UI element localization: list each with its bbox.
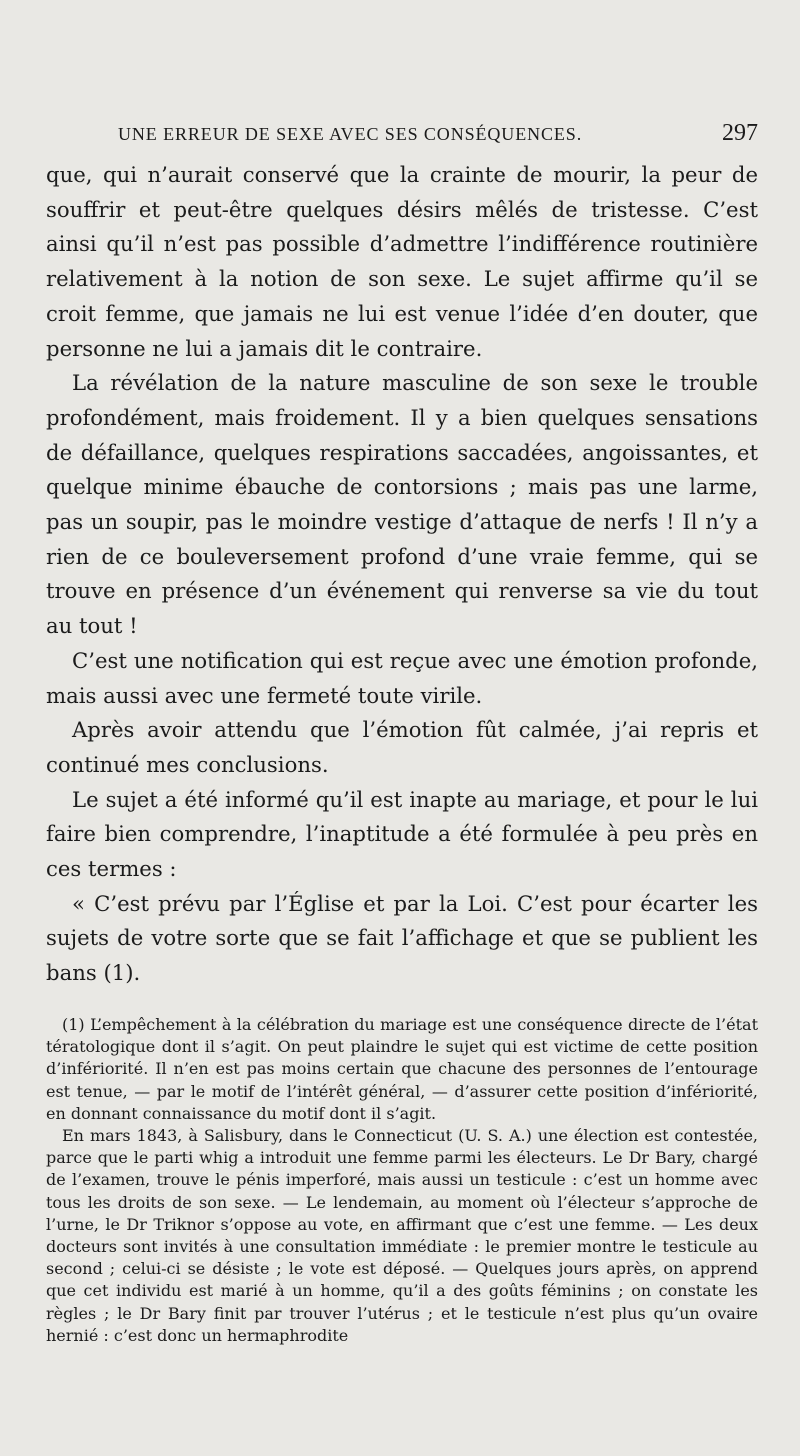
paragraph: Après avoir attendu que l’émotion fût calmée, j’ai repris et continué mes conclusions. bbox=[46, 717, 758, 777]
paragraph: « C’est prévu par l’Église et par la Loi. C’est pour écarter les sujets de votre sorte que se fait l’affichage et que se publient les bans (1). bbox=[46, 890, 758, 986]
page-number: 297 bbox=[722, 120, 758, 146]
footnotes bbox=[46, 1014, 758, 1347]
running-head: UNE ERREUR DE SEXE AVEC SES CONSÉQUENCES. bbox=[118, 124, 583, 144]
paragraph: que, qui n’aurait conservé que la crainte de mourir, la peur de souffrir et peut-être quelques désirs mêlés de tristesse. C’est ainsi qu’il n’est pas possible d’admettre l’indifférence routinière relativement à la notion de son sexe. Le sujet affirme qu’il se croit femme, que jamais ne lui est venue l’idée d’en douter, que personne ne lui a jamais dit le contraire. bbox=[46, 162, 758, 361]
footnote-continuation: En mars 1843, à Salisbury, dans le Connecticut (U. S. A.) une élection est contestée, parce que le parti whig a introduit une femme parmi les électeurs. Le Dr Bary, chargé de l’examen, trouve le pénis imperforé, mais aussi un testicule : c’est un homme avec tous les droits de son sexe. — Le lendemain, au moment où l’électeur s’approche de l’urne, le Dr Triknor s’oppose au vote, en affirmant que c’est une femme. — Les deux docteurs sont invités à une consultation immédiate : le premier montre le testicule au second ; celui-ci se désiste ; le vote est déposé. — Quelques jours après, on apprend que cet individu est marié à un homme, qu’il a des goûts féminins ; on constate les règles ; le Dr Bary finit par trouver l’utérus ; et le testicule n’est plus qu’un ovaire hernié : c’est donc un hermaphrodite bbox=[46, 1126, 758, 1345]
paragraph: Le sujet a été informé qu’il est inapte au mariage, et pour le lui faire bien comprendre, l’inaptitude a été formulée à peu près en ces termes : bbox=[46, 786, 758, 882]
footnote: (1) L’empêchement à la célébration du mariage est une conséquence directe de l’état tératologique dont il s’agit. On peut plaindre le sujet qui est victime de cette position d’infériorité. Il n’en est pas moins certain que chacune des personnes de l’entourage est tenue, — par le motif de l’intérêt général, — d’assurer cette position d’infériorité, en donnant connaissance du motif dont il s’agit. bbox=[46, 1015, 758, 1123]
paragraph: C’est une notification qui est reçue avec une émotion profonde, mais aussi avec une fermeté toute virile. bbox=[46, 647, 758, 708]
main-text bbox=[46, 158, 758, 991]
paragraph: La révélation de la nature masculine de son sexe le trouble profondément, mais froidement. Il y a bien quelques sensations de défaillance, quelques respirations saccadées, angoissantes, et quelque minime ébauche de contorsions ; mais pas une larme, pas un soupir, pas le moindre vestige d’attaque de nerfs ! Il n’y a rien de ce bouleversement profond d’une vraie femme, qui se trouve en présence d’un événement qui renverse sa vie du tout au tout ! bbox=[46, 370, 758, 639]
page-header bbox=[46, 120, 758, 150]
